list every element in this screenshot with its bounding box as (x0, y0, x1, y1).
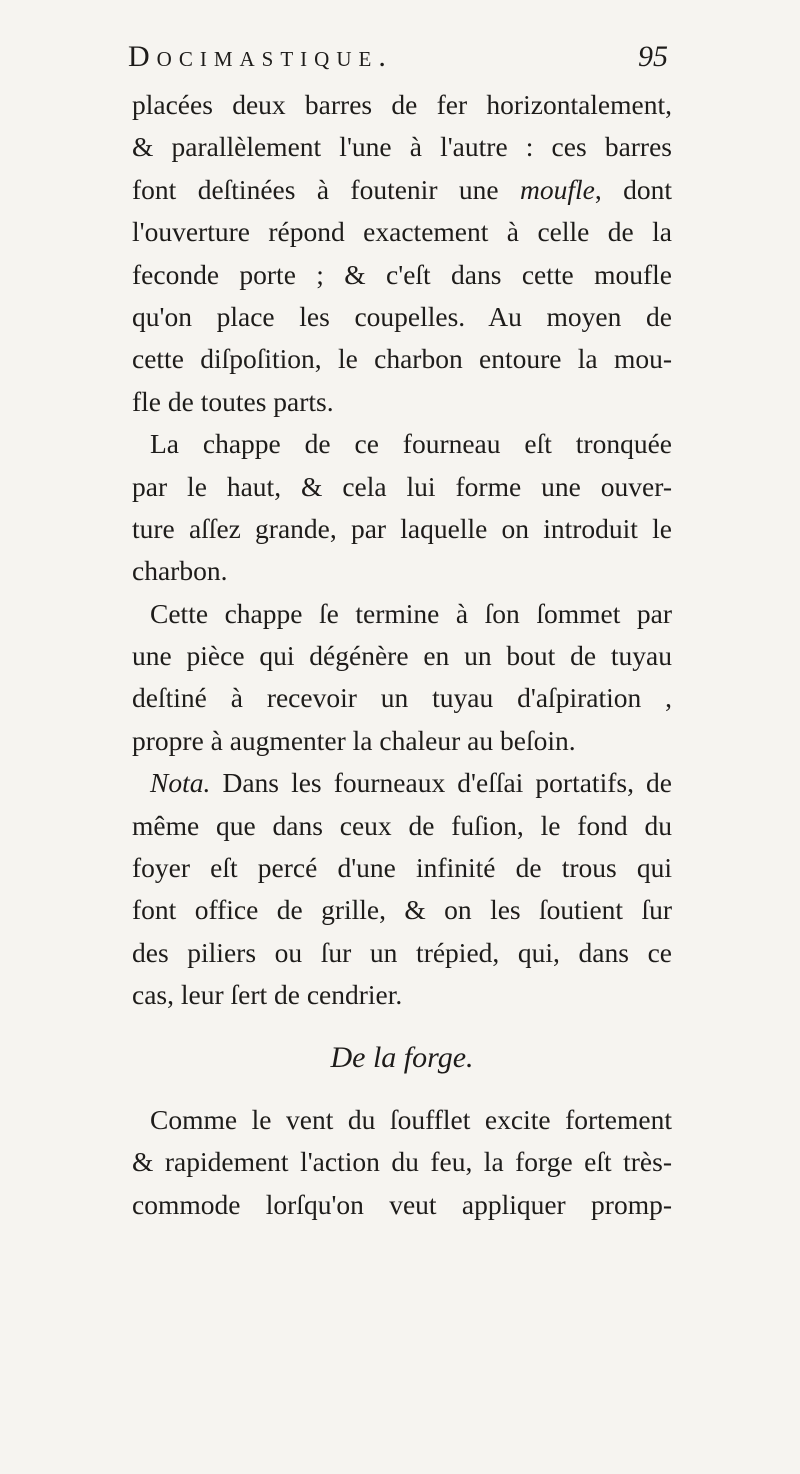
text-line: commode lorſqu'on veut appliquer promp- (132, 1188, 672, 1220)
page-number: 95 (638, 40, 668, 73)
text-line: placées deux barres de fer horizontalement, (132, 89, 672, 120)
text-line: font office de grille, & on les ſoutient ſur (132, 894, 672, 926)
text-line: même que dans ceux de fuſion, le fond du (132, 809, 672, 841)
paragraph-4 (132, 762, 672, 1016)
text-fragment: Dans les fourneaux d'eſſai portatifs, de (210, 767, 672, 799)
section-title: De la forge. (330, 1040, 474, 1074)
text-line: charbon. (132, 555, 228, 587)
text-line (132, 762, 672, 804)
paragraph-2 (132, 423, 672, 593)
text-line: La chappe de ce fourneau eſt tronquée (150, 428, 672, 460)
running-head (128, 40, 668, 84)
italic-term: moufle (519, 173, 595, 205)
text-line: cette diſpoſition, le charbon entoure la mou- (132, 343, 672, 375)
text-line: des piliers ou ſur un trépied, qui, dans ce (132, 936, 672, 968)
text-line: l'ouverture répond exactement à celle de la (132, 216, 672, 248)
text-line: feconde porte ; & c'eſt dans cette moufle (132, 258, 672, 290)
text-line: fle de toutes parts. (132, 385, 334, 417)
text-line: ture aſſez grande, par laquelle on introduit le (132, 512, 672, 544)
text-line: deſtiné à recevoir un tuyau d'aſpiration , (132, 682, 672, 714)
nota-label: Nota. (150, 767, 211, 799)
text-line: & rapidement l'action du feu, la forge eſt très- (132, 1146, 672, 1178)
paragraph-1 (132, 84, 672, 423)
text-line: Cette chappe ſe termine à ſon ſommet par (150, 597, 672, 629)
body-text (132, 84, 672, 1226)
text-fragment: font deſtinées à foutenir une (132, 173, 499, 205)
text-line: une pièce qui dégénère en un bout de tuyau (132, 640, 672, 672)
text-line: par le haut, & cela lui forme une ouver- (132, 470, 672, 502)
text-fragment: , dont (594, 173, 672, 205)
paragraph-3 (132, 593, 672, 763)
text-line: cas, leur ſert de cendrier. (132, 979, 403, 1011)
text-line: Comme le vent du ſoufflet excite fortement (150, 1103, 672, 1135)
paragraph-5 (132, 1099, 672, 1226)
text-line: & parallèlement l'une à l'autre : ces barres (132, 131, 672, 163)
text-line (132, 169, 672, 211)
text-line: qu'on place les coupelles. Au moyen de (132, 300, 672, 332)
running-title: Docimastique. (128, 40, 393, 73)
text-line: foyer eſt percé d'une infinité de trous qui (132, 852, 672, 884)
text-line: propre à augmenter la chaleur au beſoin. (132, 724, 576, 756)
